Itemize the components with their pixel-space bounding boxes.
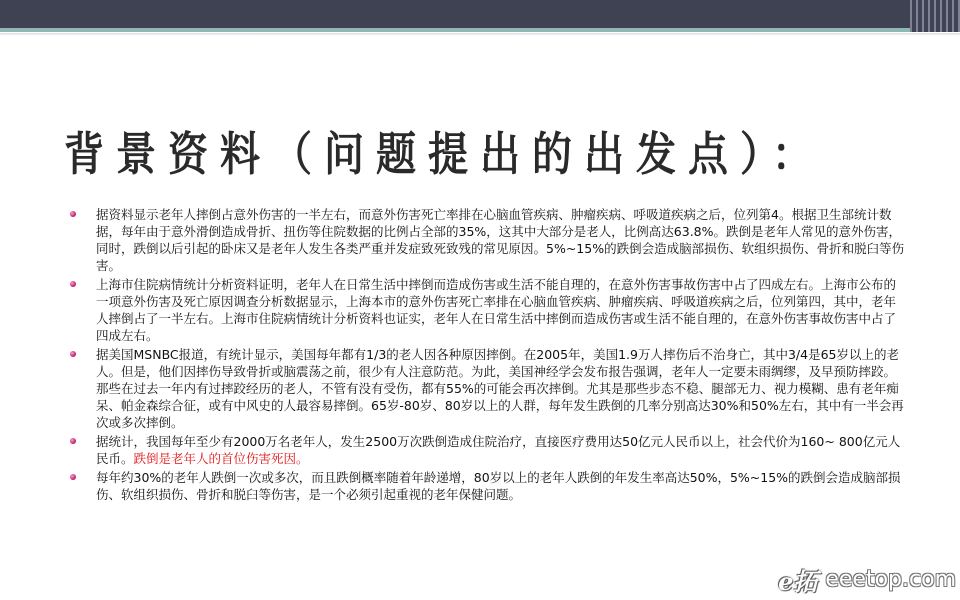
bullet-item [68,276,906,344]
bullet-dot-icon [70,351,76,357]
bullet-dot-icon [70,474,76,480]
bullet-item [68,346,906,431]
bullet-text: 据美国MSNBC报道，有统计显示，美国每年都有1/3的老人因各种原因摔倒。在2005年，美国1.9万人摔伤后不治身亡，其中3/4是65岁以上的老人。但是，他们因摔伤导致骨折或脑震荡之前，很少有人注意防范。为此，美国神经学会发布报告强调，老年人一定要未雨绸缪，及早预防摔跤。那些在过去一年内有过摔跤经历的老人，不管有没有受伤，都有55%的可能会再次摔倒。尤其是那些步态不稳、腿部无力、视力模糊、患有老年痴呆、帕金森综合征，或有中风史的人最容易摔倒。65岁-80岁、80岁以上的人群，每年发生跌倒的几率分别高达30%和50%左右，其中有一半会再次或多次摔倒。 [96,347,904,430]
bullet-dot-icon [70,281,76,287]
bullet-text: 据统计，我国每年至少有2000万名老年人，发生2500万次跌倒造成住院治疗，直接医疗费用达50亿元人民币以上，社会代价为160~ 800亿元人民币。 [96,434,901,466]
bullet-item [68,206,906,274]
bullet-dot-icon [70,211,76,217]
slide-title: 背景资料（问题提出的出发点）： [64,128,824,182]
bullet-text: 每年约30%的老年人跌倒一次或多次，而且跌倒概率随着年龄递增，80岁以上的老年人跌倒的年发生率高达50%，5%~15%的跌倒会造成脑部损伤、软组织损伤、骨折和脱臼等伤害，是一个必须引起重视的老年保健问题。 [96,470,901,502]
header-stripe-decoration [910,0,960,32]
bullet-highlight-text: 跌倒是老年人的首位伤害死因。 [133,451,309,466]
watermark-site: eeetop.com [825,566,956,592]
bullet-text: 据资料显示老年人摔倒占意外伤害的一半左右，而意外伤害死亡率排在心脑血管疾病、肿瘤疾病、呼吸道疾病之后，位列第4。根据卫生部统计数据，每年由于意外滑倒造成骨折、扭伤等住院数据的比例占全部的35%，这其中大部分是老人，比例高达63.8%。跌倒是老年人常见的意外伤害，同时，跌倒以后引起的卧床又是老年人发生各类严重并发症致死致残的常见原因。5%~15%的跌倒会造成脑部损伤、软组织损伤、骨折和脱臼等伤害。 [96,207,905,273]
watermark-logo: e拓 [778,566,818,596]
header-shadow [0,33,960,36]
header-bar [0,0,910,28]
header-accent-line [0,28,910,32]
bullet-text: 上海市住院病情统计分析资料证明，老年人在日常生活中摔倒而造成伤害或生活不能自理的，在意外伤害事故伤害中占了四成左右。上海市公布的一项意外伤害及死亡原因调查分析数据显示，上海本市的意外伤害死亡率排在心脑血管疾病、肿瘤疾病、呼吸道疾病之后，位列第四，其中，老年人摔倒占了一半左右。上海市住院病情统计分析资料也证实，老年人在日常生活中摔倒而造成伤害或生活不能自理的，在意外伤害事故伤害中占了四成左右。 [96,277,897,343]
bullet-dot-icon [70,438,76,444]
bullet-item [68,433,906,467]
bullet-list [68,206,906,505]
watermark [778,564,956,594]
bullet-item [68,469,906,503]
